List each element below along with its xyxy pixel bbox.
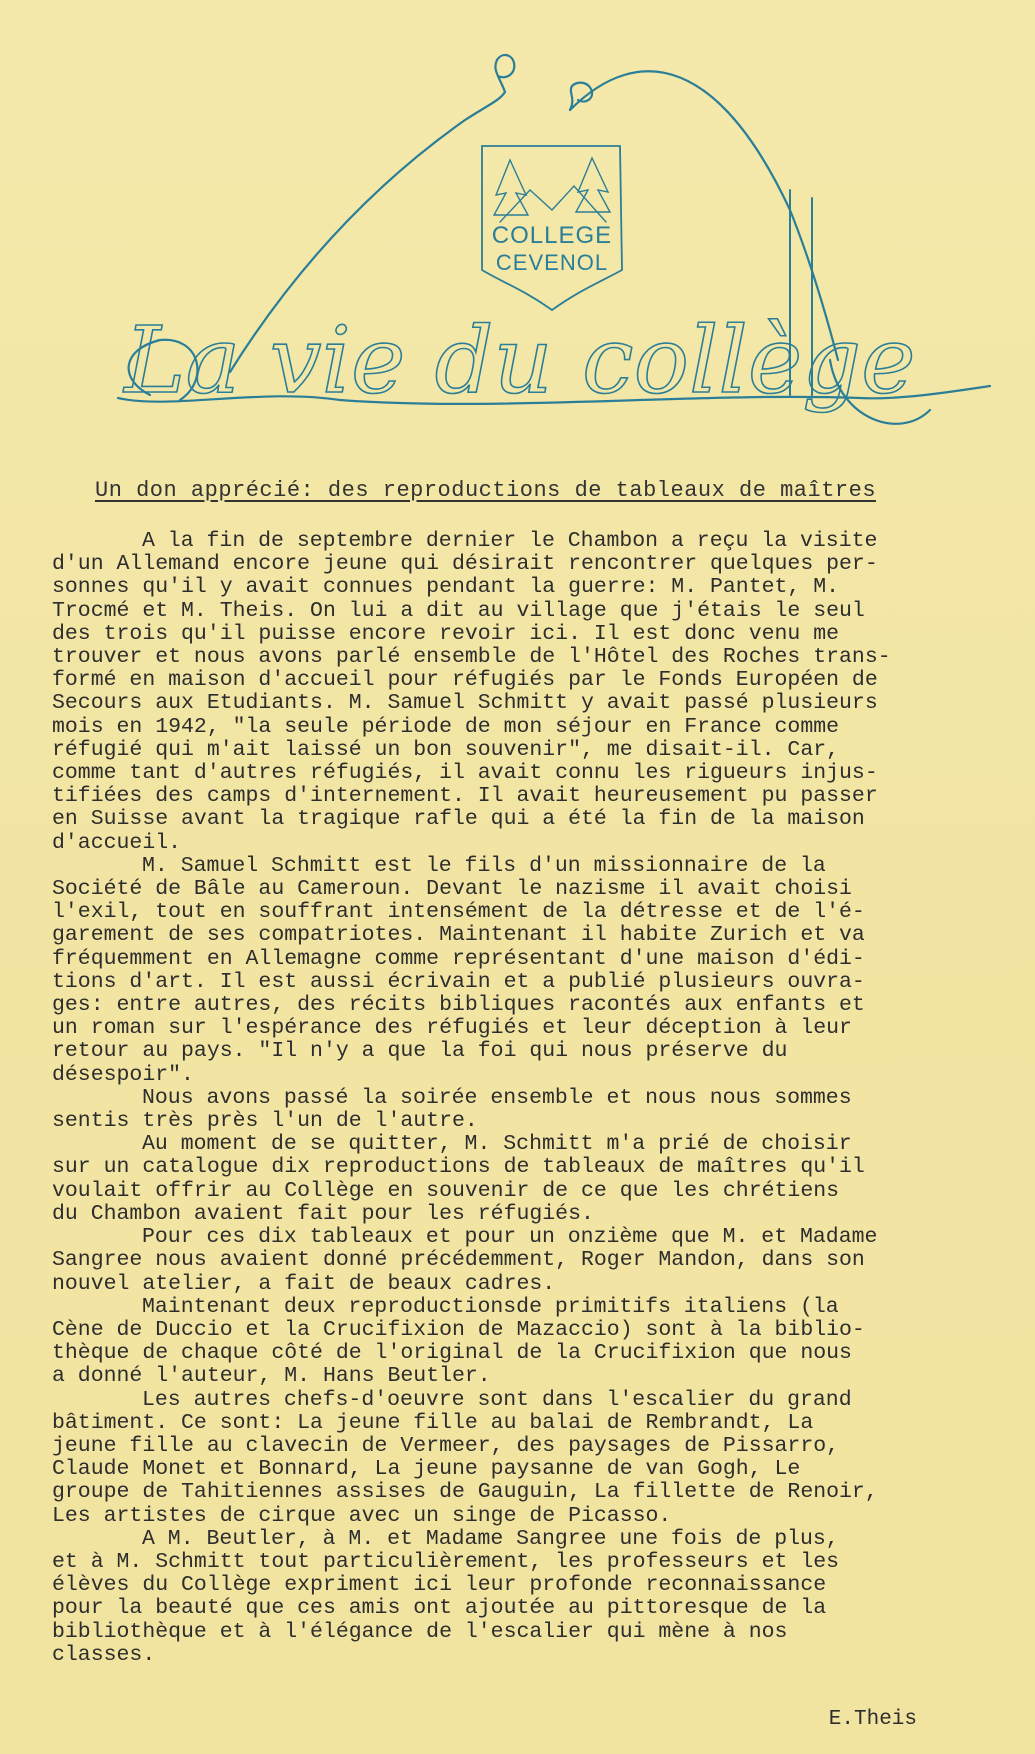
article-line: l'exil, tout en souffrant intensément de la détresse et de l'é- — [52, 900, 865, 925]
crest-tree-left — [494, 160, 528, 215]
article-line: Nous avons passé la soirée ensemble et nous nous sommes — [142, 1085, 852, 1110]
article-body — [52, 530, 998, 1667]
article-line: M. Samuel Schmitt est le fils d'un missionnaire de la — [142, 853, 826, 878]
article-line: Les artistes de cirque avec un singe de Picasso. — [52, 1503, 672, 1528]
article-line: Secours aux Etudiants. M. Samuel Schmitt y avait passé plusieurs — [52, 691, 878, 716]
article-line: thèque de chaque côté de l'original de la Crucifixion que nous — [52, 1341, 852, 1366]
article-paragraph — [52, 855, 998, 1087]
article-line: tifiées des camps d'internement. Il avait heureusement pu passer — [52, 784, 878, 809]
article-line: pour la beauté que ces amis ont ajoutée au pittoresque de la — [52, 1596, 827, 1621]
article-line: formé en maison d'accueil pour réfugiés par le Fonds Européen de — [52, 668, 878, 693]
article-paragraph — [52, 1528, 998, 1667]
crest-text-line1: COLLEGE — [491, 222, 613, 249]
article-paragraph — [52, 1389, 998, 1528]
article-line: bâtiment. Ce sont: La jeune fille au balai de Rembrandt, La — [52, 1410, 814, 1435]
article-line: Claude Monet et Bonnard, La jeune paysanne de van Gogh, Le — [52, 1457, 801, 1482]
article-line: A M. Beutler, à M. et Madame Sangree une fois de plus, — [142, 1526, 839, 1551]
article-line: Au moment de se quitter, M. Schmitt m'a prié de choisir — [142, 1132, 852, 1157]
article-line: réfugié qui m'ait laissé un bon souvenir", me disait-il. Car, — [52, 737, 840, 762]
script-title: La vie du collège — [124, 307, 916, 414]
article-line: retour au pays. "Il n'y a que la foi qui nous préserve du — [52, 1039, 788, 1064]
article-line: d'accueil. — [52, 830, 182, 855]
article-line: classes. — [52, 1642, 156, 1667]
article-line: jeune fille au clavecin de Vermeer, des paysages de Pissarro, — [52, 1433, 840, 1458]
masthead-illustration — [0, 0, 1035, 470]
article-line: A la fin de septembre dernier le Chambon a reçu la visite — [142, 529, 878, 553]
article-line: trouver et nous avons parlé ensemble de l'Hôtel des Roches trans- — [52, 645, 891, 670]
article-line: garement de ses compatriotes. Maintenant il habite Zurich et va — [52, 923, 865, 948]
article-line: en Suisse avant la tragique rafle qui a été la fin de la maison — [52, 807, 865, 832]
article-paragraph — [52, 530, 998, 855]
article-line: d'un Allemand encore jeune qui désirait rencontrer quelques per- — [52, 552, 878, 577]
article-line: fréquemment en Allemagne comme représentant d'une maison d'édi- — [52, 946, 865, 971]
article-line: comme tant d'autres réfugiés, il avait connu les rigueurs injus- — [52, 761, 878, 786]
article-line: Cène de Duccio et la Crucifixion de Mazaccio) sont à la biblio- — [52, 1317, 865, 1342]
article-line: désespoir". — [52, 1062, 194, 1087]
article-line: élèves du Collège expriment ici leur profonde reconnaissance — [52, 1573, 827, 1598]
crest-mountain — [500, 186, 606, 222]
crest-tree-right — [576, 158, 610, 212]
article-line: Maintenant deux reproductionsde primitifs italiens (la — [142, 1294, 839, 1319]
article-line: un roman sur l'espérance des réfugiés et leur déception à leur — [52, 1016, 852, 1041]
article-line: nouvel atelier, a fait de beaux cadres. — [52, 1271, 556, 1296]
article-signature: E.Theis — [828, 1708, 917, 1731]
article-line: bibliothèque et à l'élégance de l'escalier qui mène à nos — [52, 1619, 788, 1644]
article-line: du Chambon avaient fait pour les réfugiés. — [52, 1201, 594, 1226]
article-headline: Un don apprécié: des reproductions de tableaux de maîtres — [95, 478, 877, 503]
article-line: Les autres chefs-d'oeuvre sont dans l'escalier du grand — [142, 1387, 852, 1412]
article-line: a donné l'auteur, M. Hans Beutler. — [52, 1364, 491, 1389]
article-line: groupe de Tahitiennes assises de Gauguin, La fillette de Renoir, — [52, 1480, 878, 1505]
article-paragraph — [52, 1133, 998, 1226]
article-line: des trois qu'il puisse encore revoir ici. Il est donc venu me — [52, 621, 840, 646]
article-line: sentis très près l'un de l'autre. — [52, 1109, 478, 1134]
article-line: mois en 1942, "la seule période de mon séjour en France comme — [52, 714, 840, 739]
article-paragraph — [52, 1226, 998, 1296]
article-line: sonnes qu'il y avait connues pendant la guerre: M. Pantet, M. — [52, 575, 840, 600]
masthead-loop-left — [495, 55, 514, 92]
article-paragraph — [52, 1296, 998, 1389]
article-line: sur un catalogue dix reproductions de tableaux de maîtres qu'il — [52, 1155, 865, 1180]
article-line: et à M. Schmitt tout particulièrement, les professeurs et les — [52, 1549, 840, 1574]
article-line: Trocmé et M. Theis. On lui a dit au village que j'étais le seul — [52, 598, 865, 623]
article-line: Sangree nous avaient donné précédemment, Roger Mandon, dans son — [52, 1248, 865, 1273]
article-line: ges: entre autres, des récits bibliques racontés aux enfants et — [52, 993, 865, 1018]
article-line: voulait offrir au Collège en souvenir de ce que les chrétiens — [52, 1178, 840, 1203]
article-line: tions d'art. Il est aussi écrivain et a publié plusieurs ouvra- — [52, 969, 865, 994]
article-line: Société de Bâle au Cameroun. Devant le nazisme il avait choisi — [52, 877, 852, 902]
article-line: Pour ces dix tableaux et pour un onzième que M. et Madame — [142, 1225, 878, 1250]
article-paragraph — [52, 1087, 998, 1133]
crest-text-line2: CEVENOL — [495, 250, 609, 275]
